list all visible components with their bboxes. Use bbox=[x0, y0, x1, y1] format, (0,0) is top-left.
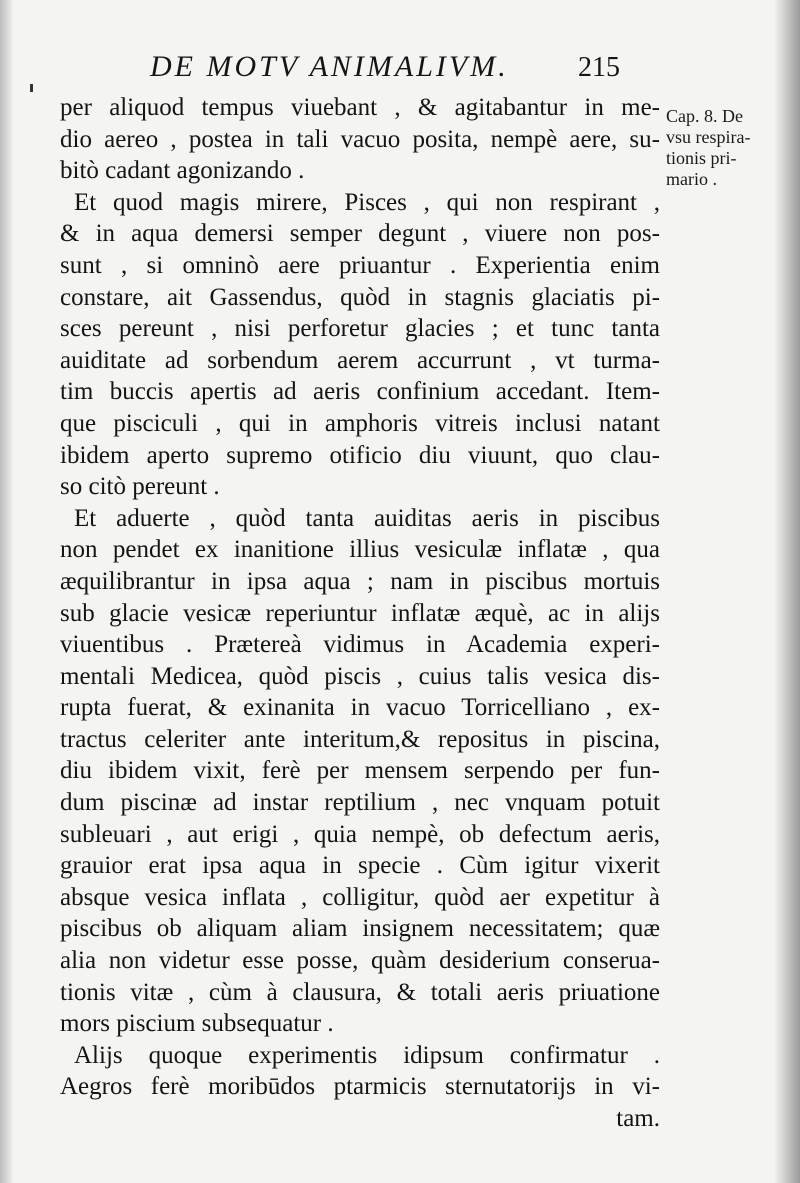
text-line: non pendet ex inanitione illius vesiculæ inflatæ , qua bbox=[60, 536, 660, 564]
page-number: 215 bbox=[578, 52, 620, 83]
text-line: sunt , si omninò aere priuantur . Experientia enim bbox=[60, 251, 660, 279]
marginal-note-line: Cap. 8. De bbox=[666, 106, 743, 126]
text-line: tractus celeriter ante interitum,& repositus in piscina, bbox=[60, 725, 660, 753]
text-line: absque vesica inflata , colligitur, quòd aer expetitur à bbox=[60, 883, 660, 911]
text-line: dum piscinæ ad instar reptilium , nec vnquam potuit bbox=[60, 789, 660, 817]
text-line: auiditate ad sorbendum aerem accurrunt , vt turma- bbox=[60, 346, 660, 374]
page-edge-shadow bbox=[774, 0, 800, 1183]
text-line: mentali Medicea, quòd piscis , cuius talis vesica dis- bbox=[60, 662, 660, 690]
page-gutter-shadow bbox=[0, 0, 14, 1183]
text-line: viuentibus . Prætereà vidimus in Academia experi- bbox=[60, 631, 660, 659]
text-line: Alijs quoque experimentis idipsum confirmatur . bbox=[74, 1041, 660, 1069]
marginal-note-line: mario . bbox=[666, 169, 717, 189]
text-line: so citò pereunt . bbox=[60, 473, 220, 501]
text-line: subleuari , aut erigi , quia nempè, ob defectum aeris, bbox=[60, 820, 660, 848]
text-line: piscibus ob aliquam aliam insignem necessitatem; quæ bbox=[60, 915, 660, 943]
text-line: sub glacie vesicæ reperiuntur inflatæ æquè, ac in alijs bbox=[60, 599, 660, 627]
text-line: tam. bbox=[616, 1105, 660, 1132]
text-line: diu ibidem vixit, ferè per mensem serpendo per fun- bbox=[60, 757, 660, 785]
body-text bbox=[60, 92, 660, 1135]
text-line: dio aereo , postea in tali vacuo posita, nempè aere, su- bbox=[60, 125, 660, 153]
text-line: Et aduerte , quòd tanta auiditas aeris in piscibus bbox=[74, 504, 660, 532]
text-line: constare, ait Gassendus, quòd in stagnis glaciatis pi- bbox=[60, 283, 660, 311]
marginal-note-line: tionis pri- bbox=[666, 148, 737, 168]
marginal-note bbox=[666, 106, 776, 190]
text-line: tim buccis apertis ad aeris confinium accedant. Item- bbox=[60, 378, 660, 406]
text-line: tionis vitæ , cùm à clausura, & totali aeris priuatione bbox=[60, 978, 660, 1006]
text-line: sces pereunt , nisi perforetur glacies ; et tunc tanta bbox=[60, 315, 660, 343]
text-line: æquilibrantur in ipsa aqua ; nam in piscibus mortuis bbox=[60, 567, 660, 595]
text-line: bitò cadant agonizando . bbox=[60, 157, 305, 185]
text-line: mors piscium subsequatur . bbox=[60, 1010, 334, 1038]
text-line: alia non videtur esse posse, quàm desiderium conserua- bbox=[60, 947, 660, 975]
ink-mark bbox=[30, 84, 33, 92]
text-line: per aliquod tempus viuebant , & agitabantur in me- bbox=[60, 94, 660, 121]
running-head: DE MOTV ANIMALIVM. bbox=[150, 50, 509, 83]
marginal-note-line: vsu respira- bbox=[666, 127, 751, 147]
text-line: grauior erat ipsa aqua in specie . Cùm igitur vixerit bbox=[60, 852, 660, 880]
text-line: Et quod magis mirere, Pisces , qui non respirant , bbox=[74, 188, 660, 216]
text-line: que pisciculi , qui in amphoris vitreis inclusi natant bbox=[60, 409, 660, 437]
text-line: & in aqua demersi semper degunt , viuere non pos- bbox=[60, 220, 660, 248]
text-line: Aegros ferè moribūdos ptarmicis sternutatorijs in vi- bbox=[60, 1073, 660, 1101]
text-line: rupta fuerat, & exinanita in vacuo Torricelliano , ex- bbox=[60, 694, 660, 722]
text-line: ibidem aperto supremo otificio diu viuunt, quo clau- bbox=[60, 441, 660, 469]
